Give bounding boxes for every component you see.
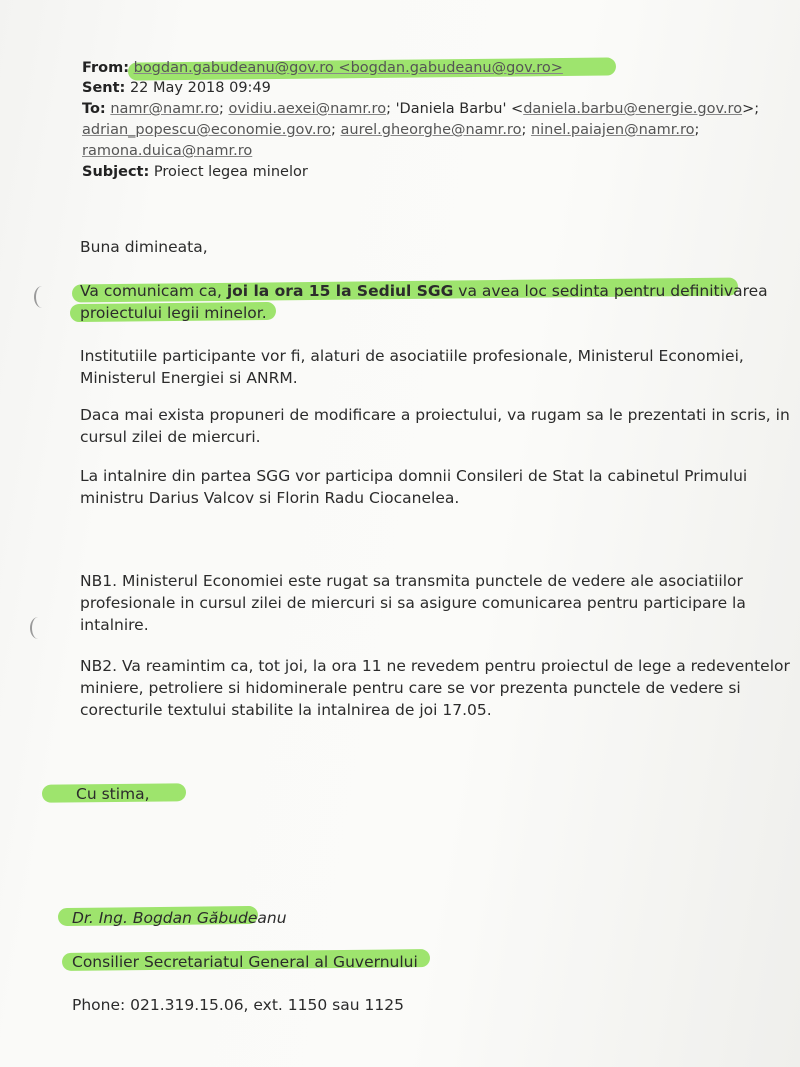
- recipient-separator: ;: [521, 122, 531, 138]
- recipient-link[interactable]: aurel.gheorghe@namr.ro: [340, 122, 522, 138]
- subject-value: Proiect legea minelor: [153, 164, 308, 180]
- paragraph-2-line-1: Institutiile participante vor fi, alaturi de asociatiile profesionale, Ministerul Economiei,: [80, 347, 744, 365]
- recipient-link[interactable]: ninel.paiajen@namr.ro: [530, 122, 695, 138]
- nb1-line-1: NB1. Ministerul Economiei este rugat sa transmita punctele de vedere ale asociatiilor: [80, 572, 743, 590]
- recipient-link[interactable]: adrian_popescu@economie.gov.ro: [82, 122, 331, 138]
- clip-mark-lower: [30, 617, 46, 639]
- paragraph-3-line-1: Daca mai exista propuneri de modificare a proiectului, va rugam sa le prezentati in scris, in: [80, 406, 790, 424]
- paragraph-1-bold: joi la ora 15 la Sediul SGG: [226, 282, 454, 300]
- paragraph-1-text: Va comunicam ca,: [80, 282, 227, 300]
- paragraph-1-line-1: [80, 280, 768, 302]
- paragraph-3-line-2: cursul zilei de miercuri.: [80, 428, 261, 446]
- closing: Cu stima,: [76, 785, 150, 803]
- to-label: To:: [82, 101, 106, 117]
- signature-phone: Phone: 021.319.15.06, ext. 1150 sau 1125: [72, 996, 404, 1014]
- recipient-link[interactable]: namr@namr.ro: [110, 101, 219, 117]
- to-line-2: [82, 120, 699, 140]
- signature-name: Dr. Ing. Bogdan Găbudeanu: [72, 909, 287, 927]
- recipient-separator: ; 'Daniela Barbu' <: [386, 101, 524, 117]
- subject-label: Subject:: [82, 164, 150, 180]
- nb2-line-2: miniere, petroliere si hidominerale pentru care se vor prezenta punctele de vedere si: [80, 679, 741, 697]
- from-line: [82, 58, 563, 78]
- nb2-line-3: corecturile textului stabilite la intalnirea de joi 17.05.: [80, 701, 492, 719]
- to-line-3: [82, 141, 252, 161]
- recipient-separator: ;: [218, 101, 229, 117]
- greeting: Buna dimineata,: [80, 238, 208, 256]
- nb2-line-1: NB2. Va reamintim ca, tot joi, la ora 11 ne revedem pentru proiectul de lege a redeventelor: [80, 657, 790, 675]
- recipient-link[interactable]: ovidiu.aexei@namr.ro: [228, 101, 387, 117]
- recipient-separator: ;: [694, 122, 700, 138]
- sent-value: 22 May 2018 09:49: [129, 80, 271, 96]
- sent-line: [82, 78, 271, 98]
- clip-mark-upper: [34, 286, 50, 308]
- recipient-separator: >;: [742, 101, 760, 117]
- paragraph-1-line-2: proiectului legii minelor.: [80, 304, 267, 322]
- recipient-link[interactable]: daniela.barbu@energie.gov.ro: [523, 101, 743, 117]
- sent-label: Sent:: [82, 80, 126, 96]
- nb1-line-3: intalnire.: [80, 616, 149, 634]
- to-line-1: [82, 99, 759, 119]
- subject-line: [82, 162, 308, 182]
- paragraph-4-line-1: La intalnire din partea SGG vor participa domnii Consileri de Stat la cabinetul Primului: [80, 467, 748, 485]
- recipient-link[interactable]: ramona.duica@namr.ro: [82, 143, 253, 159]
- paragraph-2-line-2: Ministerul Energiei si ANRM.: [80, 369, 298, 387]
- paragraph-1-text: va avea loc sedinta pentru definitivarea: [453, 282, 768, 300]
- paragraph-4-line-2: ministru Darius Valcov si Florin Radu Ciocanelea.: [80, 489, 460, 507]
- signature-title: Consilier Secretariatul General al Guvernului: [72, 953, 418, 971]
- from-label: From:: [82, 60, 129, 76]
- nb1-line-2: profesionale in cursul zilei de miercuri si sa asigure comunicarea pentru participare la: [80, 594, 746, 612]
- from-address-link[interactable]: bogdan.gabudeanu@gov.ro <bogdan.gabudeanu@gov.ro>: [133, 60, 563, 76]
- recipient-separator: ;: [331, 122, 341, 138]
